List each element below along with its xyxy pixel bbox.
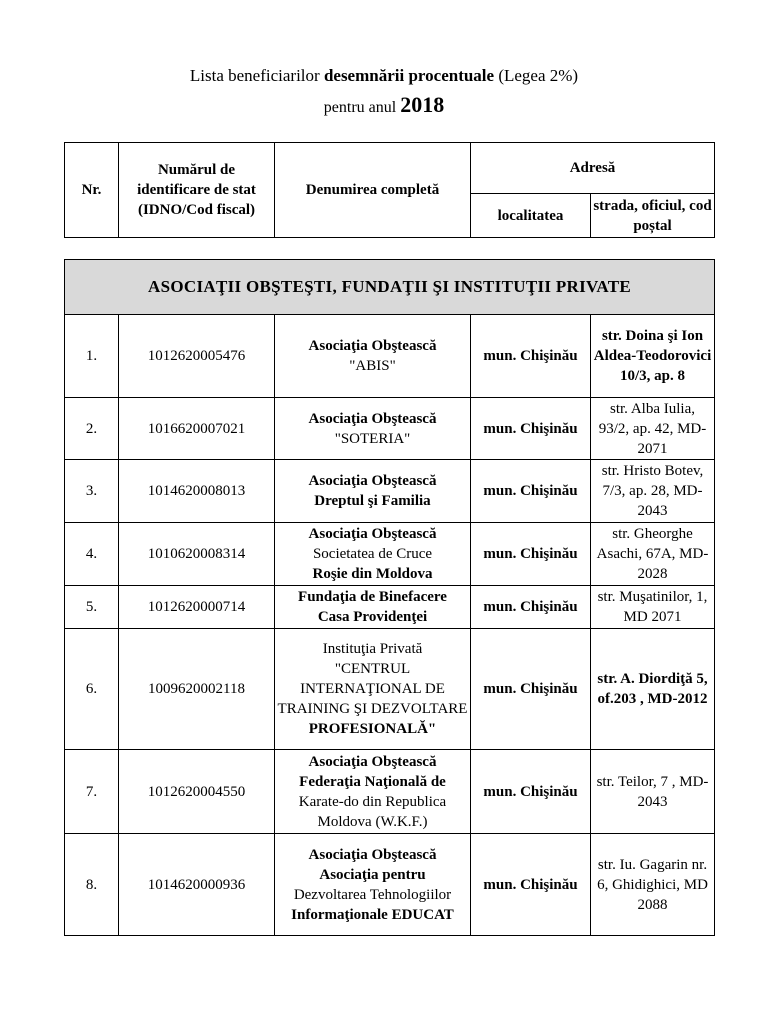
header-idno: Numărul de identificare de stat (IDNO/Cod fiscal): [119, 143, 275, 238]
row-name: [275, 523, 471, 586]
header-table: [64, 142, 715, 238]
name-line: Asociaţia Obştească: [308, 338, 437, 354]
row-locality: mun. Chişinău: [471, 750, 591, 834]
section-title: ASOCIAŢII OBŞTEŞTI, FUNDAŢII ŞI INSTITUŢII PRIVATE: [65, 260, 715, 315]
row-street: str. Doina şi Ion Aldea-Teodorovici 10/3, ap. 8: [591, 315, 715, 398]
row-nr: 7.: [65, 750, 119, 834]
header-nr: Nr.: [65, 143, 119, 238]
name-line: Asociaţia pentru: [319, 866, 426, 883]
row-name: [275, 586, 471, 629]
header-name: Denumirea completă: [275, 143, 471, 238]
name-line: "CENTRUL INTERNAŢIONAL DE TRAINING ŞI DEZVOLTARE: [277, 661, 468, 717]
title-text: Lista beneficiarilor: [189, 66, 320, 85]
row-locality: mun. Chişinău: [471, 523, 591, 586]
row-name: [275, 629, 471, 750]
row-nr: 3.: [65, 460, 119, 523]
table-row: [65, 315, 715, 398]
name-line: Asociaţia Obştească: [308, 846, 437, 863]
row-locality: mun. Chişinău: [471, 586, 591, 629]
name-line: Roşie din Moldova: [312, 566, 433, 582]
row-locality: mun. Chişinău: [471, 315, 591, 398]
name-line: Casa Providenţei: [317, 609, 428, 625]
name-line: Societatea de Cruce: [312, 546, 433, 562]
row-locality: mun. Chişinău: [471, 834, 591, 936]
table-row: [65, 834, 715, 936]
title-year: 2018: [400, 92, 445, 117]
name-line: Karate-do din Republica Moldova (W.K.F.): [298, 793, 447, 830]
row-idno: 1010620008314: [119, 523, 275, 586]
name-line: Asociaţia Obştească: [308, 410, 437, 427]
table-row: [65, 523, 715, 586]
row-idno: 1012620000714: [119, 586, 275, 629]
row-idno: 1009620002118: [119, 629, 275, 750]
name-line: Asociaţia Obştească: [308, 526, 437, 542]
document-title-line2: [0, 92, 768, 118]
name-line: Asociaţia Obştească: [308, 753, 437, 770]
row-street: str. Iu. Gagarin nr. 6, Ghidighici, MD 2088: [591, 834, 715, 936]
name-line: "SOTERIA": [334, 430, 411, 447]
row-street: str. Alba Iulia, 93/2, ap. 42, MD-2071: [591, 398, 715, 460]
row-name: [275, 460, 471, 523]
title-law-text: (Legea 2%): [498, 66, 579, 85]
name-line: Federaţia Naţională de: [299, 773, 446, 790]
title-year-label: pentru anul: [323, 99, 397, 116]
row-idno: 1012620005476: [119, 315, 275, 398]
row-name: [275, 398, 471, 460]
row-locality: mun. Chişinău: [471, 460, 591, 523]
table-row: [65, 750, 715, 834]
row-idno: 1014620008013: [119, 460, 275, 523]
name-line: Asociaţia Obştească: [308, 473, 437, 489]
row-street: str. Teilor, 7 , MD- 2043: [591, 750, 715, 834]
title-bold-text: desemnării procentuale: [323, 66, 495, 85]
row-street: str. A. Diordiţă 5, of.203 , MD-2012: [591, 629, 715, 750]
name-line: Dreptul şi Familia: [314, 493, 431, 509]
row-idno: 1014620000936: [119, 834, 275, 936]
row-street: str. Muşatinilor, 1, MD 2071: [591, 586, 715, 629]
row-street: str. Gheorghe Asachi, 67A, MD-2028: [591, 523, 715, 586]
name-line: Instituţia Privată: [322, 641, 423, 657]
row-nr: 4.: [65, 523, 119, 586]
row-idno: 1012620004550: [119, 750, 275, 834]
table-row: [65, 629, 715, 750]
name-line: Dezvoltarea Tehnologiilor: [293, 886, 452, 903]
header-locality: localitatea: [471, 194, 591, 238]
row-name: [275, 750, 471, 834]
row-locality: mun. Chişinău: [471, 398, 591, 460]
name-line: Informaţionale EDUCAT: [291, 906, 454, 923]
row-nr: 6.: [65, 629, 119, 750]
document-title-line1: [0, 66, 768, 86]
name-line: "ABIS": [349, 358, 396, 374]
table-row: [65, 398, 715, 460]
row-locality: mun. Chişinău: [471, 629, 591, 750]
row-nr: 1.: [65, 315, 119, 398]
row-street: str. Hristo Botev, 7/3, ap. 28, MD-2043: [591, 460, 715, 523]
row-idno: 1016620007021: [119, 398, 275, 460]
row-nr: 5.: [65, 586, 119, 629]
beneficiaries-table: [64, 259, 715, 936]
row-name: [275, 315, 471, 398]
row-nr: 8.: [65, 834, 119, 936]
header-address: Adresă: [471, 143, 715, 194]
name-line: Fundaţia de Binefacere: [298, 589, 447, 605]
row-name: [275, 834, 471, 936]
name-line: PROFESIONALĂ": [308, 721, 437, 737]
row-nr: 2.: [65, 398, 119, 460]
table-row: [65, 586, 715, 629]
table-row: [65, 460, 715, 523]
header-street: strada, oficiul, cod poștal: [591, 194, 715, 238]
